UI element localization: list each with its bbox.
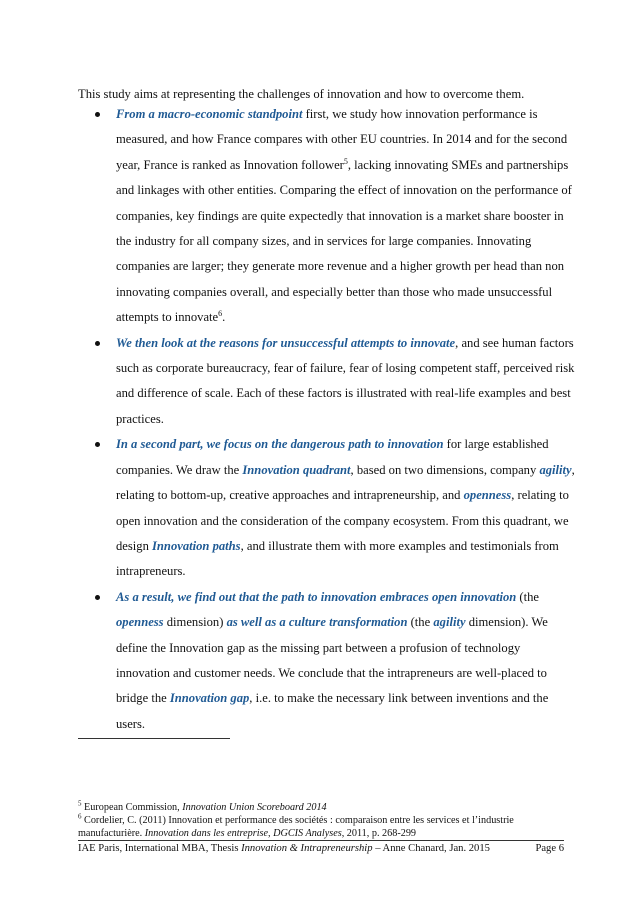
highlight-term: openness bbox=[116, 615, 164, 630]
bullet-icon bbox=[95, 595, 100, 600]
body-text: (the bbox=[516, 589, 539, 604]
footnote-ref: 5 bbox=[343, 156, 348, 166]
body-text: , i.e. to make the necessary link between inventions and the users. bbox=[116, 691, 549, 731]
body-text: dimension). We define the Innovation gap as the missing part between a profusion of technology innovation and customer needs. We conclude that the intrapreneurs are well-placed to bridge the bbox=[116, 615, 548, 706]
body-text: , relating to open innovation and the consideration of the company ecosystem. From this quadrant, we design bbox=[116, 488, 569, 553]
footer-author: – Anne Chanard, Jan. 2015 bbox=[372, 843, 490, 854]
footer-text: IAE Paris, International MBA, Thesis bbox=[78, 843, 242, 854]
body-text: , relating to bottom-up, creative approaches and intrapreneurship, and bbox=[116, 462, 575, 503]
highlight-term: Innovation gap bbox=[169, 691, 250, 706]
body-text: for large established companies. We draw the bbox=[116, 437, 549, 477]
body-text: dimension) bbox=[163, 615, 227, 630]
bullet-icon bbox=[95, 341, 100, 346]
intro-paragraph: This study aims at representing the challenges of innovation and how to overcome them. bbox=[78, 86, 525, 101]
footnote-title: Innovation Union Scoreboard 2014 bbox=[182, 802, 327, 813]
bullet-icon bbox=[95, 112, 100, 117]
body-text: , based on two dimensions, company bbox=[350, 462, 540, 477]
body-text: first, we study how innovation performance is measured, and how France compares with other EU countries. In 2014 and for the second year, France is ranked as Innovation follower bbox=[116, 107, 568, 172]
highlight-phrase: As a result, we find out that the path to innovation embraces open innovation bbox=[116, 589, 517, 604]
footnotes bbox=[78, 801, 568, 840]
footnote-text: Cordelier, C. (2011) Innovation et performance des sociétés : comparaison entre les services et l’industrie manufacturière. bbox=[78, 815, 514, 839]
body-text: , and see human factors such as corporate bureaucracy, fear of failure, fear of losing competent staff, perceived risk and difference of scale. Each of these factors is illustrated with real-life examples and best practices. bbox=[116, 335, 575, 426]
highlight-term: Innovation paths bbox=[152, 538, 241, 553]
bullet-item-macro bbox=[95, 102, 575, 331]
highlight-term: openness bbox=[463, 488, 512, 503]
body-text: . bbox=[222, 310, 226, 325]
footnote-5 bbox=[78, 801, 568, 814]
bullet-item-result bbox=[95, 585, 575, 737]
page-number: Page 6 bbox=[535, 843, 564, 854]
bullet-item-reasons bbox=[95, 331, 575, 433]
body-text: , and illustrate them with more examples and testimonials from intrapreneurs. bbox=[116, 538, 559, 579]
highlight-phrase: In a second part, we focus on the dangerous path to innovation bbox=[116, 437, 444, 452]
footnote-number: 6 bbox=[78, 812, 82, 821]
bullet-item-path bbox=[95, 432, 575, 584]
footnote-ref: 6 bbox=[218, 309, 223, 319]
footer-title: Innovation & Intrapreneurship bbox=[241, 843, 373, 854]
highlight-phrase: We then look at the reasons for unsuccessful attempts to innovate bbox=[116, 335, 456, 350]
highlight-term: as well as a culture transformation bbox=[226, 615, 408, 630]
body-text: , lacking innovating SMEs and partnerships and linkages with other entities. Comparing the effect of innovation on the performance of companies, key findings are quite expectedly that innovation is a market share booster in the industry for all company sizes, and in services for large companies. Innovating companies are larger; they generate more revenue and a higher growth per head than non innovating companies overall, and especially better than those who made unsuccessful attempts to innovate bbox=[116, 157, 572, 325]
footnote-6 bbox=[78, 814, 568, 840]
body-text: (the bbox=[407, 615, 434, 630]
footnote-divider bbox=[78, 738, 230, 739]
highlight-term: agility bbox=[539, 462, 572, 477]
bullet-icon bbox=[95, 442, 100, 447]
highlight-phrase: From a macro-economic standpoint bbox=[116, 107, 303, 121]
footnote-number: 5 bbox=[78, 799, 82, 808]
footnote-title: Innovation dans les entreprise, DGCIS Analyses bbox=[144, 828, 342, 839]
footnote-text: , 2011, p. 268-299 bbox=[341, 828, 417, 839]
page-footer bbox=[78, 840, 564, 854]
highlight-term: agility bbox=[433, 615, 466, 630]
footer-citation bbox=[78, 843, 490, 854]
highlight-term: Innovation quadrant bbox=[242, 462, 351, 477]
footnote-text: European Commission, bbox=[81, 802, 183, 813]
bullet-list bbox=[95, 102, 575, 737]
